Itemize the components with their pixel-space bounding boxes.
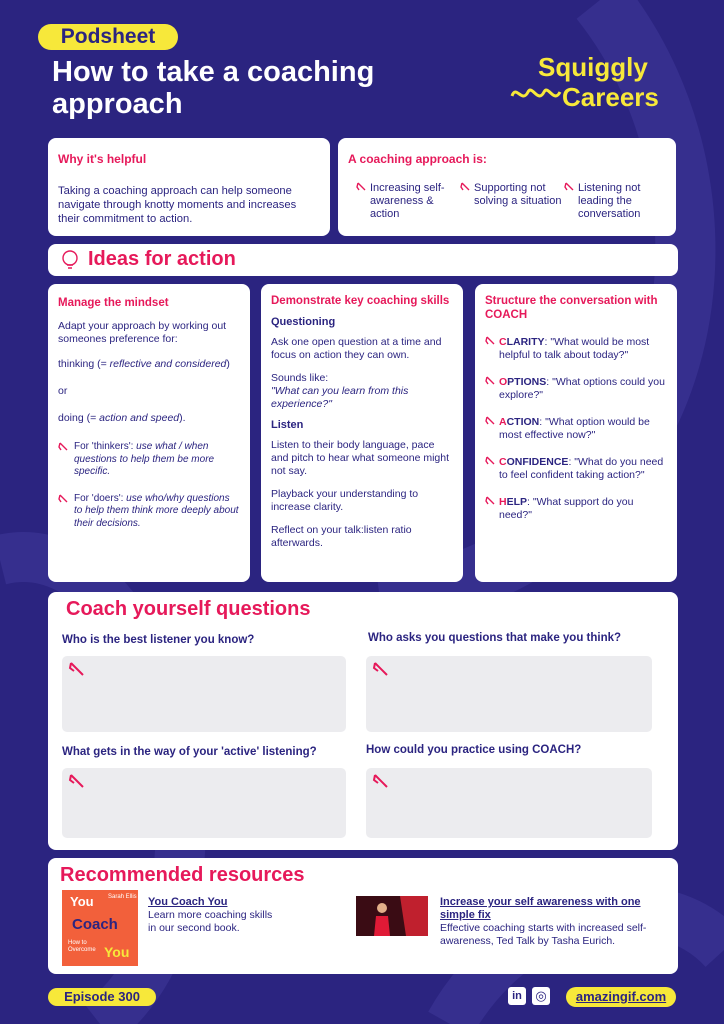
ted-talk-link[interactable]: Increase your self awareness with one simple fix <box>440 896 641 921</box>
coaching-skills-card <box>261 284 463 582</box>
pencil-icon <box>68 660 86 678</box>
book-cover-image[interactable] <box>62 890 138 966</box>
pen-icon <box>58 493 74 531</box>
why-heading: Why it's helpful <box>58 152 147 166</box>
linkedin-icon[interactable]: in <box>508 987 526 1005</box>
book-subtitle: How to Overcome <box>68 940 96 953</box>
ted-talk-desc: Effective coaching starts with increased self-awareness, Ted Talk by Tasha Eurich. <box>440 922 647 947</box>
squiggly-careers-logo <box>510 52 690 116</box>
pen-icon <box>58 441 74 479</box>
ideas-for-action-bar <box>48 244 678 276</box>
approach-item <box>564 182 668 221</box>
pen-icon <box>564 182 578 221</box>
approach-item <box>356 182 460 221</box>
coach-heading: Structure the conversation with COACH <box>485 295 658 321</box>
approach-item-text: Supporting not solving a situation <box>474 182 562 207</box>
coach-item-options: OPTIONS: "What options could you explore?" <box>485 376 667 402</box>
you-coach-you-desc: Learn more coaching skills in our second book. <box>148 909 273 934</box>
pen-icon <box>485 496 499 522</box>
mindset-intro: Adapt your approach by working out someones preference for: <box>58 320 227 345</box>
approach-item-text: Increasing self-awareness & action <box>370 182 445 220</box>
sounds-like-quote: "What can you learn from this experience?" <box>271 385 409 410</box>
logo-line2: Careers <box>562 82 659 112</box>
website-link[interactable]: amazingif.com <box>566 987 676 1007</box>
questioning-heading: Questioning <box>271 316 336 328</box>
skills-heading: Demonstrate key coaching skills <box>271 295 450 307</box>
answer-box-1[interactable] <box>62 656 346 732</box>
answer-box-3[interactable] <box>62 768 346 838</box>
book-word3: You <box>104 944 130 960</box>
mindset-thinking: thinking (= reflective and considered) <box>58 358 230 370</box>
question-1: Who is the best listener you know? <box>62 634 255 646</box>
pen-icon <box>485 416 499 442</box>
logo-line1: Squiggly <box>538 52 648 82</box>
doers-tip: For 'doers': use who/why questions to help them think more deeply about their decisions. <box>58 493 240 531</box>
why-text: Taking a coaching approach can help someone navigate through knotty moments and increases their commitment to action. <box>58 185 297 225</box>
question-2: Who asks you questions that make you think? <box>368 632 622 644</box>
instagram-icon[interactable]: ◎ <box>532 987 550 1005</box>
pen-icon <box>485 336 499 362</box>
coach-item-confidence: CONFIDENCE: "What do you need to feel confident taking action?" <box>485 456 667 482</box>
you-coach-you-link[interactable]: You Coach You <box>148 896 228 908</box>
speaker-photo <box>356 896 428 936</box>
podsheet-badge: Podsheet <box>38 24 178 50</box>
coaching-approach-card <box>338 138 676 236</box>
coach-yourself-card <box>48 592 678 850</box>
pen-icon <box>485 376 499 402</box>
ted-talk-thumbnail[interactable] <box>356 896 428 936</box>
manage-mindset-card <box>48 284 250 582</box>
question-4: How could you practice using COACH? <box>366 744 582 756</box>
coach-item-clarity: CLARITY: "What would be most helpful to talk about today?" <box>485 336 667 362</box>
coach-item-help: HELP: "What support do you need?" <box>485 496 667 522</box>
approach-heading: A coaching approach is: <box>348 152 487 166</box>
book-author: Sarah Ellis <box>108 894 137 900</box>
listen-heading: Listen <box>271 419 304 431</box>
ideas-heading: Ideas for action <box>88 248 236 270</box>
pencil-icon <box>68 772 86 790</box>
question-3: What gets in the way of your 'active' listening? <box>62 746 317 758</box>
approach-item <box>460 182 564 221</box>
coach-yourself-heading: Coach yourself questions <box>66 598 311 620</box>
page-title: How to take a coaching approach <box>52 56 375 120</box>
answer-box-2[interactable] <box>366 656 652 732</box>
lightbulb-icon <box>60 249 80 271</box>
approach-item-text: Listening not leading the conversation <box>578 182 641 220</box>
coach-item-action: ACTION: "What option would be most effective now?" <box>485 416 667 442</box>
sounds-like-label: Sounds like: <box>271 372 329 384</box>
squiggle-icon <box>510 82 562 106</box>
listen-text-2: Playback your understanding to increase clarity. <box>271 488 419 513</box>
listen-text-1: Listen to their body language, pace and pitch to hear what someone might not say. <box>271 439 450 477</box>
resources-heading: Recommended resources <box>60 864 305 886</box>
questioning-text: Ask one open question at a time and focus on action they can own. <box>271 336 442 361</box>
recommended-resources-card <box>48 858 678 974</box>
pen-icon <box>356 182 370 221</box>
answer-box-4[interactable] <box>366 768 652 838</box>
episode-badge: Episode 300 <box>48 988 156 1006</box>
pencil-icon <box>372 772 390 790</box>
mindset-or: or <box>58 385 68 397</box>
book-word2: Coach <box>72 916 118 933</box>
thinkers-tip: For 'thinkers': use what / when questions to help them be more specific. <box>58 441 240 479</box>
listen-text-3: Reflect on your talk:listen ratio afterwards. <box>271 524 412 549</box>
coach-structure-card <box>475 284 677 582</box>
pencil-icon <box>372 660 390 678</box>
book-word1: You <box>70 894 94 909</box>
pen-icon <box>460 182 474 221</box>
mindset-heading: Manage the mindset <box>58 297 169 309</box>
why-helpful-card <box>48 138 330 236</box>
mindset-doing: doing (= action and speed). <box>58 412 186 424</box>
pen-icon <box>485 456 499 482</box>
